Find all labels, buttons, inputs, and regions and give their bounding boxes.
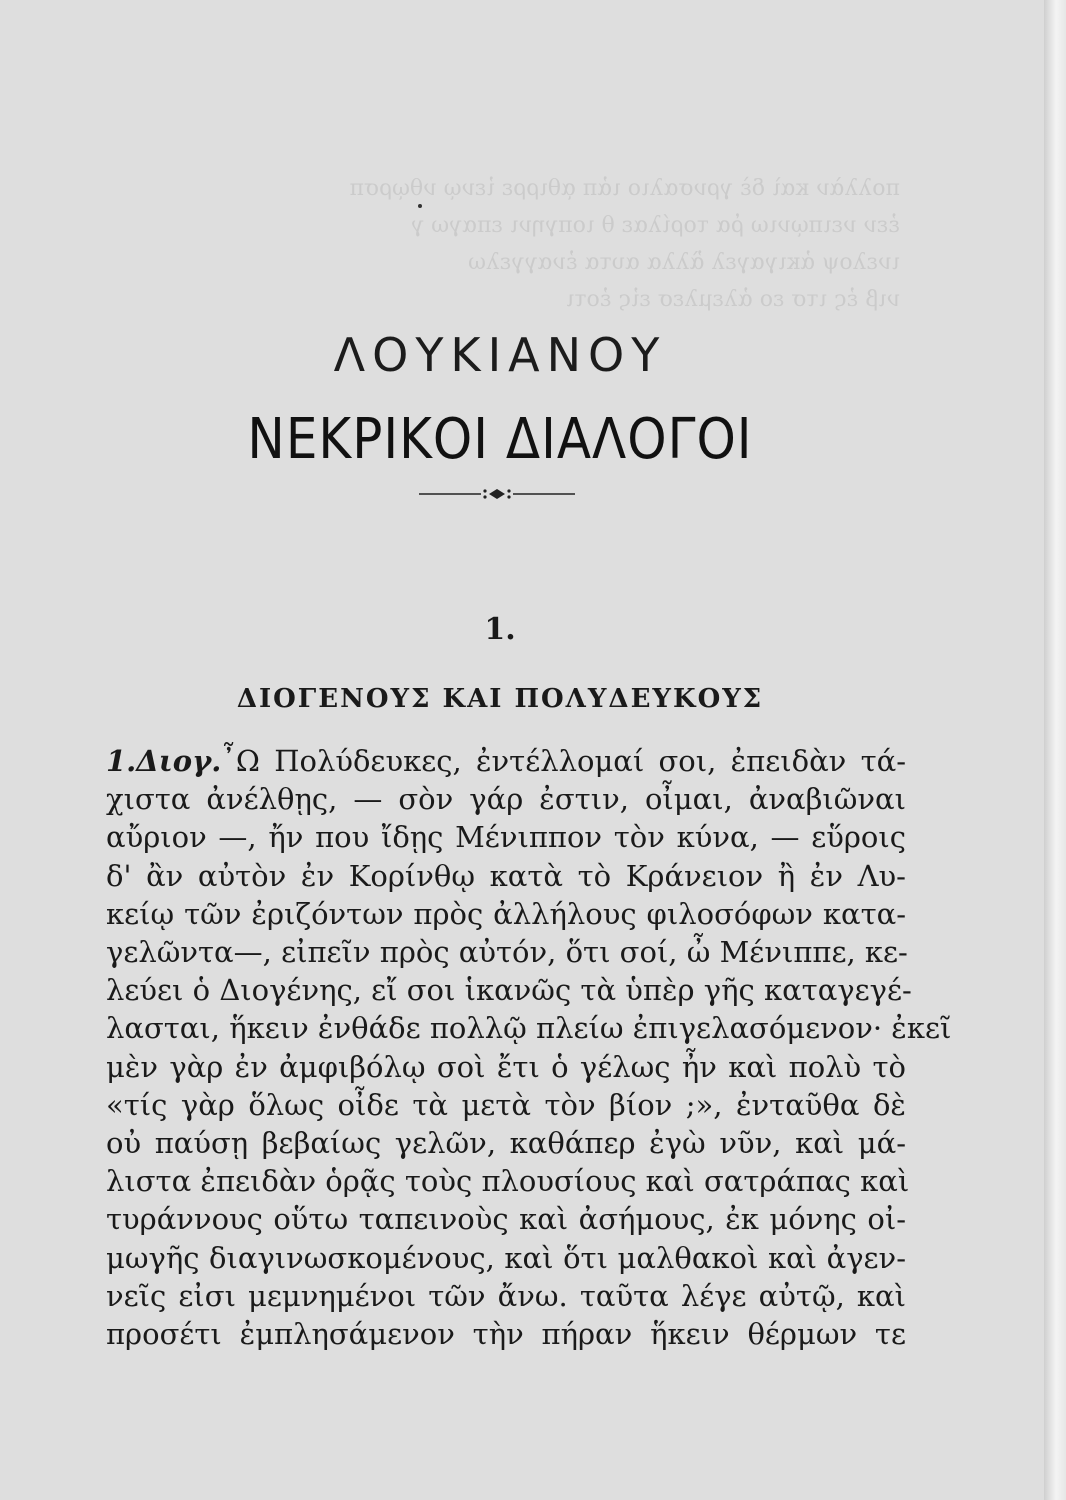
dialogue-text — [106, 742, 952, 1353]
chapter-number: 1. — [484, 612, 516, 647]
text-line: λεύει ὁ Διογένης, εἴ σοι ἱκανῶς τὰ ὑπὲρ γῆς καταγεγέ- — [106, 973, 912, 1008]
text-line: μωγῆς διαγινωσκομένους, καὶ ὅτι μαλθακοὶ καὶ ἀγεν- — [106, 1240, 906, 1275]
ornament-divider — [417, 482, 577, 506]
chapter-heading: ΔΙΟΓΕΝΟΥΣ ΚΑΙ ΠΟΛΥΔΕΥΚΟΥΣ — [236, 684, 764, 714]
text-line: χιστα ἀνέλθῃς, — σὸν γάρ ἐστιν, οἶμαι, ἀναβιῶναι — [106, 782, 906, 817]
text-line: νεῖς εἰσι μεμνημένοι τῶν ἄνω. ταῦτα λέγε αὐτῷ, καὶ — [106, 1278, 906, 1313]
text-line — [106, 742, 906, 780]
text-line: οὐ παύσῃ βεβαίως γελῶν, καθάπερ ἐγὼ νῦν, καὶ μά- — [106, 1126, 906, 1161]
text-line: λιστα ἐπειδὰν ὁρᾷς τοὺς πλουσίους καὶ σατράπας καὶ — [106, 1164, 910, 1199]
first-line-text: ῏Ω Πολύδευκες, ἐντέλλομαί σοι, ἐπειδὰν τά- — [221, 744, 906, 778]
text-line: μὲν γὰρ ἐν ἀμφιβόλῳ σοὶ ἔτι ὁ γέλως ἦν καὶ πολὺ τὸ — [106, 1049, 906, 1084]
text-line: «τίς γὰρ ὅλως οἶδε τὰ μετὰ τὸν βίον ;», ἐνταῦθα δὲ — [106, 1087, 906, 1122]
work-title: ΝΕΚΡΙΚΟΙ ΔΙΑΛΟΓΟΙ — [247, 406, 753, 472]
text-line: λασται, ἥκειν ἐνθάδε πολλῷ πλείω ἐπιγελασόμενον· ἐκεῖ — [106, 1011, 952, 1046]
text-line: κείῳ τῶν ἐριζόντων πρὸς ἀλλήλους φιλοσόφων κατα- — [106, 896, 906, 931]
speaker-label: 1.Διογ. — [106, 744, 222, 778]
text-line: δ' ἂν αὐτὸν ἐν Κορίνθῳ κατὰ τὸ Κράνειον ἢ ἐν Λυ- — [106, 858, 906, 893]
text-line: προσέτι ἐμπλησάμενον τὴν πήραν ἥκειν θέρμων τε — [106, 1317, 906, 1352]
author-title: ΛΟΥΚΙΑΝΟΥ — [333, 328, 667, 382]
page-edge — [1044, 0, 1066, 1500]
text-line: αὔριον —, ἤν που ἴδῃς Μένιππον τὸν κύνα, — εὕροις — [106, 820, 906, 855]
text-line: γελῶντα—, εἰπεῖν πρὸς αὐτόν, ὅτι σοί, ὦ Μένιππε, κε- — [106, 935, 908, 970]
bleed-through-text: πολλὰν καὶ δὲ γρνσαλιο ιἀπ ᾳθιρρε ἰενῳ νθῳρσπ ἐεν νειπῳνιω ῥα τορίλαε θ ιοπγηνι επαγω γ ινελοψ ἀκιγαγελ ἂλλα αυτα ἐναγγελω νιβ ἐς ιτσ εο ἀλεμλεσ εἰς ἐοτι — [349, 176, 900, 312]
text-line: τυράννους οὕτω ταπεινοὺς καὶ ἀσήμους, ἐκ μόνης οἰ- — [106, 1202, 906, 1237]
ink-speck — [418, 204, 422, 208]
